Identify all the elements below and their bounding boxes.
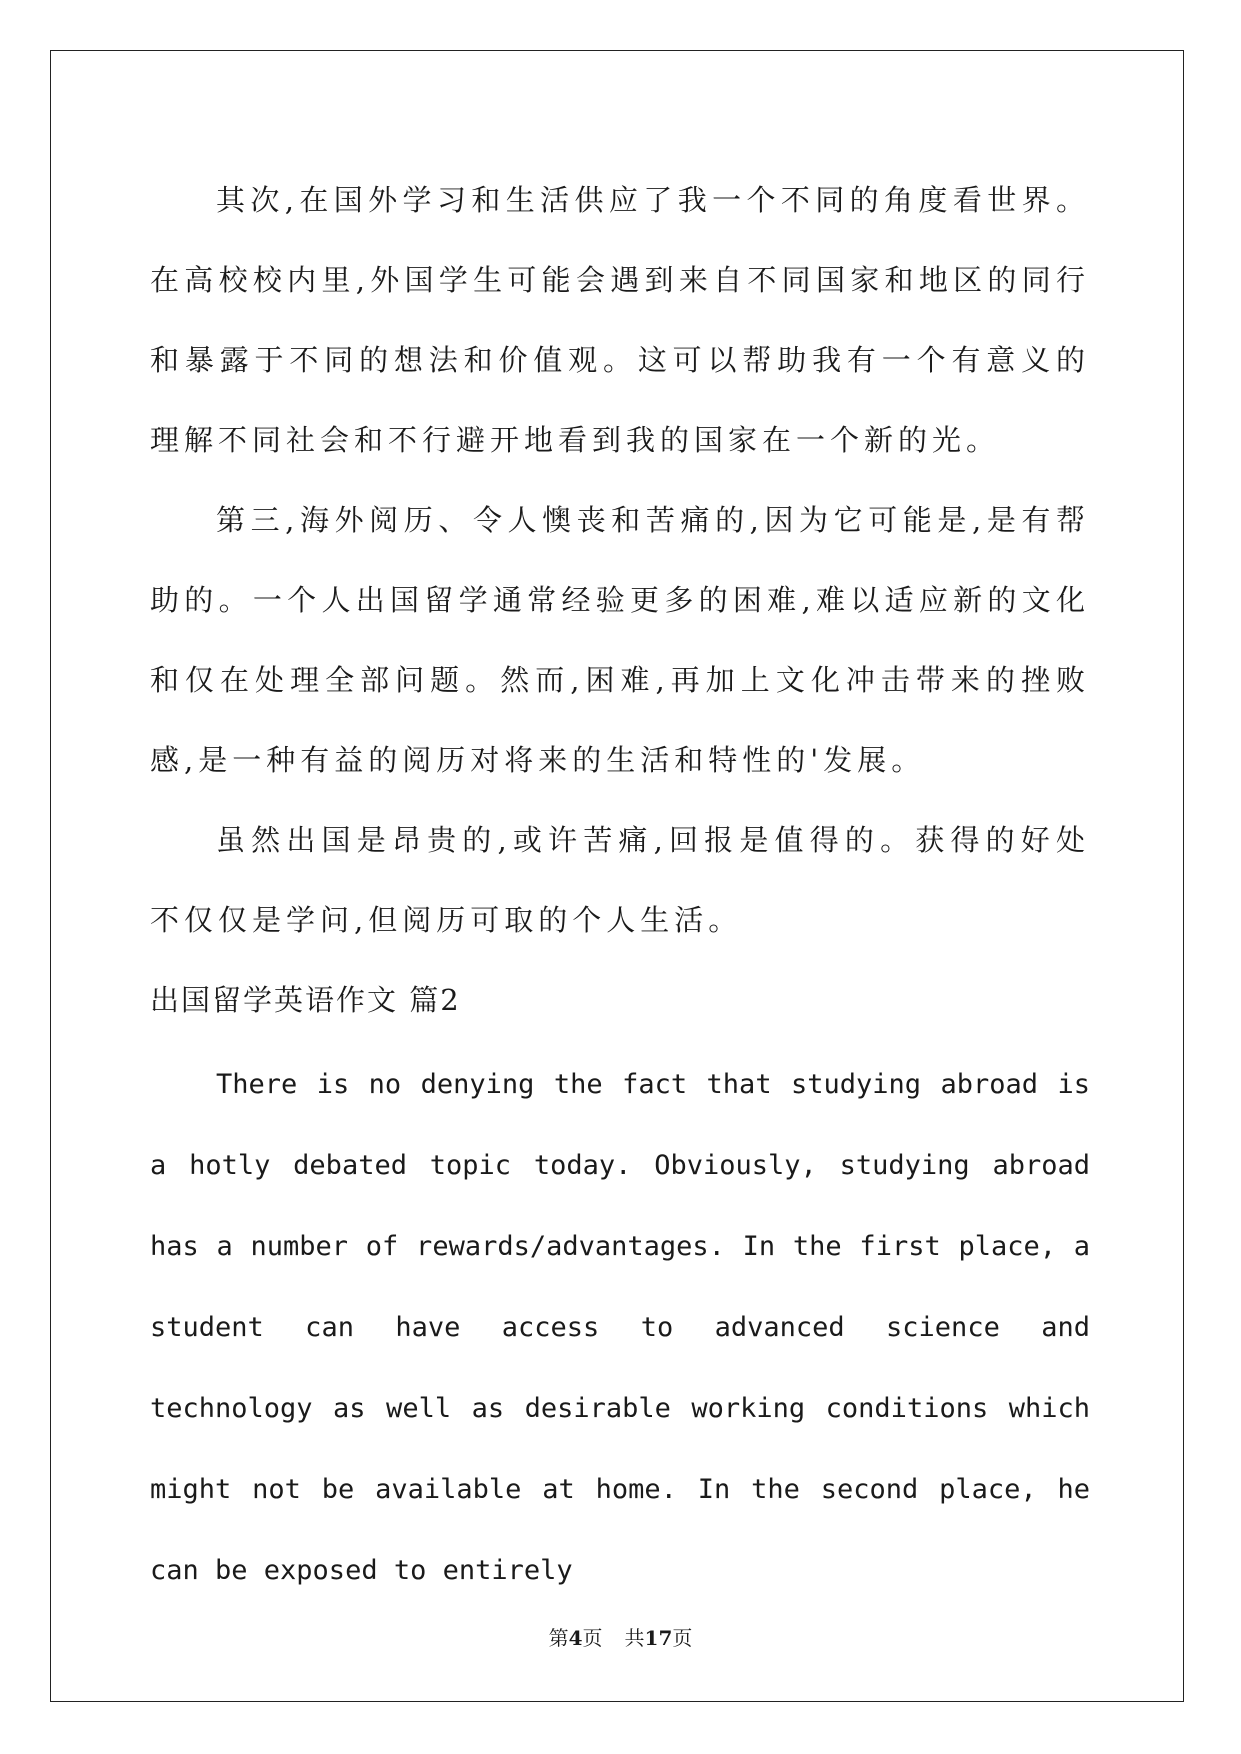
page-suffix: 页: [582, 1626, 603, 1650]
paragraph-second-point: 其次,在国外学习和生活供应了我一个不同的角度看世界。在高校校内里,外国学生可能会遇到来自不同国家和地区的同行和暴露于不同的想法和价值观。这可以帮助我有一个有意义的理解不同社会和不行避开地看到我的国家在一个新的光。: [150, 183, 1090, 457]
page-prefix: 第: [548, 1626, 569, 1650]
page-footer: [0, 1622, 1241, 1651]
total-prefix: 共: [624, 1626, 645, 1650]
document-body: [150, 160, 1090, 1611]
paragraph-conclusion: 虽然出国是昂贵的,或许苦痛,回报是值得的。获得的好处不仅仅是学问,但阅历可取的个人生活。: [150, 823, 1090, 937]
page-number: 4: [568, 1626, 583, 1650]
section-heading: 出国留学英语作文 篇2: [150, 983, 461, 1017]
english-paragraph: There is no denying the fact that studying abroad is a hotly debated topic today. Obviously, studying abroad has a number of rewards/advantages. In the first place, a student can have access to advanced science and technology as well as desirable working conditions which might not be available at home. In the second place, he can be exposed to entirely: [150, 1069, 1090, 1586]
total-suffix: 页: [672, 1626, 693, 1650]
paragraph-third-point: 第三,海外阅历、令人懊丧和苦痛的,因为它可能是,是有帮助的。一个人出国留学通常经验更多的困难,难以适应新的文化和仅在处理全部问题。然而,困难,再加上文化冲击带来的挫败感,是一种有益的阅历对将来的生活和特性的'发展。: [150, 503, 1090, 777]
total-pages: 17: [644, 1626, 673, 1650]
